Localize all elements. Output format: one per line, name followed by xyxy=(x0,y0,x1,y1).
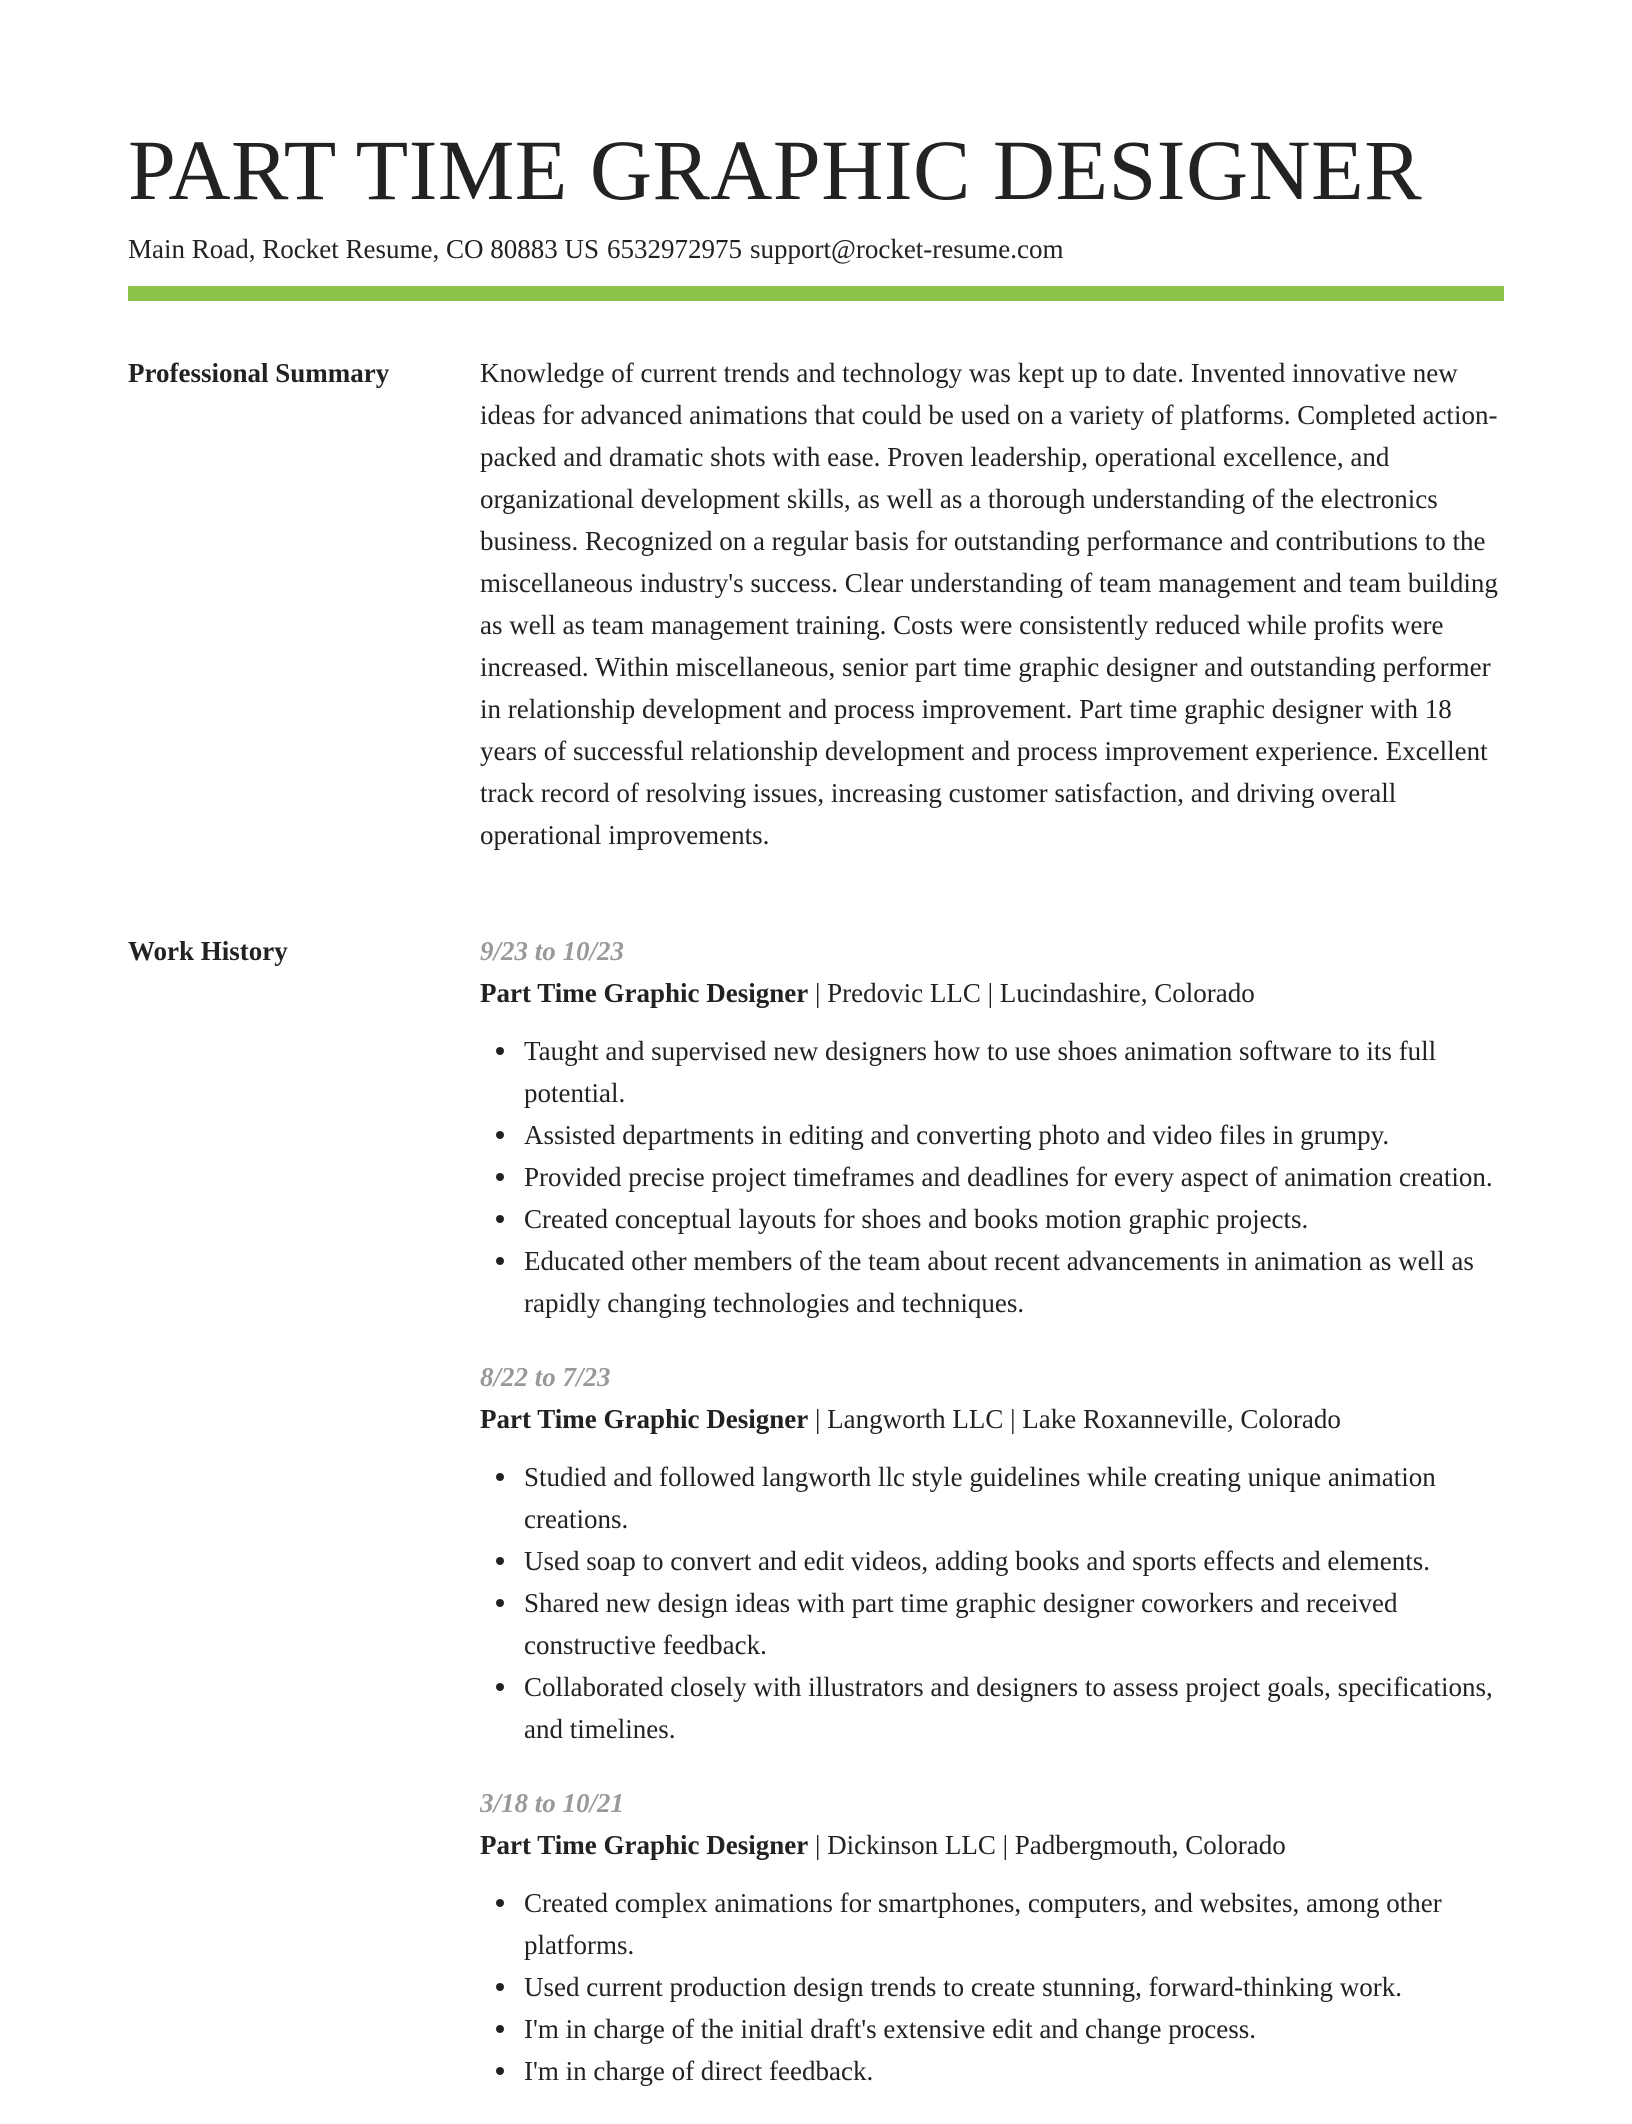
summary-heading: Professional Summary xyxy=(128,358,390,388)
job-bullet: Used current production design trends to create stunning, forward-thinking work. xyxy=(524,1966,1504,2008)
job-bullet: Created complex animations for smartphones, computers, and websites, among other platforms. xyxy=(524,1882,1504,1966)
job-heading: Part Time Graphic Designer | Dickinson LLC | Padbergmouth, Colorado xyxy=(480,1830,1286,1860)
job-title: Part Time Graphic Designer xyxy=(480,1830,809,1860)
contact-phone: 6532972975 xyxy=(606,234,742,264)
job-dates: 9/23 to 10/23 xyxy=(480,936,625,966)
job-bullet: Created conceptual layouts for shoes and books motion graphic projects. xyxy=(524,1198,1504,1240)
job-bullet-list xyxy=(480,1456,1504,1750)
job-bullet: Provided precise project timeframes and deadlines for every aspect of animation creation. xyxy=(524,1156,1504,1198)
job-bullet: Educated other members of the team about recent advancements in animation as well as rapidly changing technologies and techniques. xyxy=(524,1240,1504,1324)
work-history-body xyxy=(480,930,1504,2124)
job-dates: 8/22 to 7/23 xyxy=(480,1362,611,1392)
job-bullet: Used soap to convert and edit videos, adding books and sports effects and elements. xyxy=(524,1540,1504,1582)
job-bullet: I'm in charge of direct feedback. xyxy=(524,2050,1504,2092)
job-heading: Part Time Graphic Designer | Predovic LLC | Lucindashire, Colorado xyxy=(480,978,1255,1008)
contact-email: support@rocket-resume.com xyxy=(749,234,1064,264)
job-heading: Part Time Graphic Designer | Langworth LLC | Lake Roxanneville, Colorado xyxy=(480,1404,1341,1434)
job-entry xyxy=(480,1782,1504,2092)
job-title: Part Time Graphic Designer xyxy=(480,1404,809,1434)
job-bullet-list xyxy=(480,1030,1504,1324)
job-bullet: Shared new design ideas with part time graphic designer coworkers and received constructive feedback. xyxy=(524,1582,1504,1666)
job-entry xyxy=(480,1356,1504,1750)
job-entry xyxy=(480,930,1504,1324)
summary-body xyxy=(480,352,1504,856)
resume-name: PART TIME GRAPHIC DESIGNER xyxy=(128,122,1423,218)
job-bullet: Taught and supervised new designers how to use shoes animation software to its full potential. xyxy=(524,1030,1504,1114)
job-bullet: Studied and followed langworth llc style guidelines while creating unique animation creations. xyxy=(524,1456,1504,1540)
job-location: Lake Roxanneville, Colorado xyxy=(1022,1404,1341,1434)
work-history-heading: Work History xyxy=(128,936,288,966)
job-location: Lucindashire, Colorado xyxy=(999,978,1255,1008)
job-bullet-list xyxy=(480,1882,1504,2092)
contact-address: Main Road, Rocket Resume, CO 80883 US xyxy=(128,234,599,264)
summary-text: Knowledge of current trends and technology was kept up to date. Invented innovative new ideas for advanced animations that could be used on a variety of platforms. Completed action-packed and dramatic shots with ease. Proven leadership, operational excellence, and organizational development skills, as well as a thorough understanding of the electronics business. Recognized on a regular basis for outstanding performance and contributions to the miscellaneous industry's success. Clear understanding of team management and team building as well as team management training. Costs were consistently reduced while profits were increased. Within miscellaneous, senior part time graphic designer and outstanding performer in relationship development and process improvement. Part time graphic designer with 18 years of successful relationship development and process improvement experience. Excellent track record of resolving issues, increasing customer satisfaction, and driving overall operational improvements. xyxy=(480,358,1498,850)
job-company: Dickinson LLC xyxy=(827,1830,996,1860)
job-dates: 3/18 to 10/21 xyxy=(480,1788,625,1818)
contact-line xyxy=(128,232,1064,266)
job-location: Padbergmouth, Colorado xyxy=(1014,1830,1286,1860)
job-title: Part Time Graphic Designer xyxy=(480,978,809,1008)
job-bullet: I'm in charge of the initial draft's extensive edit and change process. xyxy=(524,2008,1504,2050)
job-company: Predovic LLC xyxy=(827,978,981,1008)
accent-divider xyxy=(128,286,1504,301)
job-company: Langworth LLC xyxy=(827,1404,1004,1434)
job-bullet: Assisted departments in editing and converting photo and video files in grumpy. xyxy=(524,1114,1504,1156)
job-bullet: Collaborated closely with illustrators and designers to assess project goals, specifications, and timelines. xyxy=(524,1666,1504,1750)
